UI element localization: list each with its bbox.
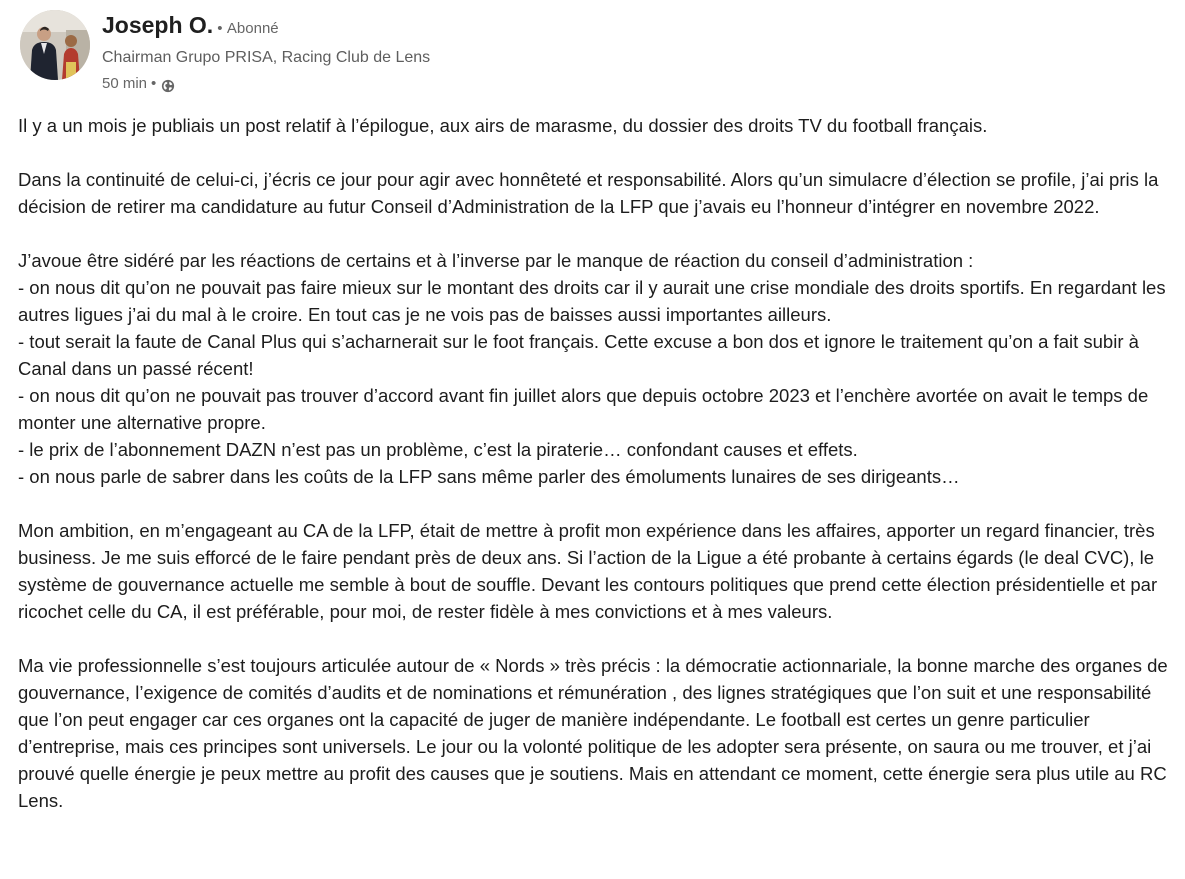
follow-status: Abonné: [226, 20, 279, 37]
post-paragraph: Il y a un mois je publiais un post relatif à l’épilogue, aux airs de marasme, du dossier des droits TV du football français.: [18, 115, 988, 136]
author-avatar[interactable]: [20, 10, 90, 80]
profile-photo-icon: [20, 10, 90, 80]
post-header: [20, 10, 720, 100]
author-headline: Chairman Grupo PRISA, Racing Club de Lens: [102, 49, 431, 66]
author-meta: [102, 10, 702, 96]
post-paragraph: Mon ambition, en m’engageant au CA de la LFP, était de mettre à profit mon expérience dans les affaires, apporter un regard financier, très business. Je me suis efforcé de le faire pendant près de deux ans. Si l’action de la Ligue a été probante à certains égards (le deal CVC), le système de gouvernance actuelle me semble à bout de souffle. Devant les contours politiques que prend cette élection présidentielle et par ricochet celle du CA, il est préférable, pour moi, de rester fidèle à mes convictions et à mes valeurs.: [18, 520, 1158, 622]
post-time: 50 min: [102, 75, 148, 92]
post-paragraph: J’avoue être sidéré par les réactions de certains et à l’inverse par le manque de réaction du conseil d’administration : - on nous dit qu’on ne pouvait pas faire mieux sur le montant des droits car il y aurait une crise mondiale des droits sportifs. En regardant les autres ligues j’ai du mal à le croire. En tout cas je ne vois pas de baisses aussi importantes ailleurs. - tout serait la faute de Canal Plus qui s’acharnerait sur le foot français. Cette excuse a bon dos et ignore le traitement qu’on a fait subir à Canal dans un passé récent! - on nous dit qu’on ne pouvait pas trouver d’accord avant fin juillet alors que depuis octobre 2023 et l’enchère avortée on avait le temps de monter une alternative propre. - le prix de l’abonnement DAZN n’est pas un problème, c’est la piraterie… confondant causes et effets. - on nous parle de sabrer dans les coûts de la LFP sans même parler des émoluments lunaires de ses dirigeants…: [18, 250, 1166, 487]
globe-icon: [161, 77, 175, 91]
post-paragraph: Dans la continuité de celui-ci, j’écris ce jour pour agir avec honnêteté et responsabilité. Alors qu’un simulacre d’élection se profile, j’ai pris la décision de retirer ma candidature au futur Conseil d’Administration de la LFP que j’avais eu l’honneur d’intégrer en novembre 2022.: [18, 169, 1159, 217]
post-paragraph: Ma vie professionnelle s’est toujours articulée autour de « Nords » très précis : la démocratie actionnariale, la bonne marche des organes de gouvernance, l’exigence de comités d’audits et de nominations et rémunération , des lignes stratégiques que l’on suit et une responsabilité que l’on peut engager car ces organes ont la capacité de juger de manière indépendante. Le football est certes un genre particulier d’entreprise, mais ces principes sont universels. Le jour ou la volonté politique de les adopter sera présente, on saura ou me trouver, et j’ai prouvé quelle énergie je peux mettre au profit des causes que je soutiens. Mais en attendant ce moment, cette énergie sera plus utile au RC Lens.: [18, 655, 1168, 811]
post-body: [18, 112, 1184, 841]
follow-separator: •: [217, 20, 223, 37]
time-separator: •: [151, 75, 157, 92]
author-name[interactable]: Joseph O.: [102, 12, 214, 38]
post-timestamp-line: [102, 72, 702, 96]
author-name-line: [102, 10, 702, 40]
